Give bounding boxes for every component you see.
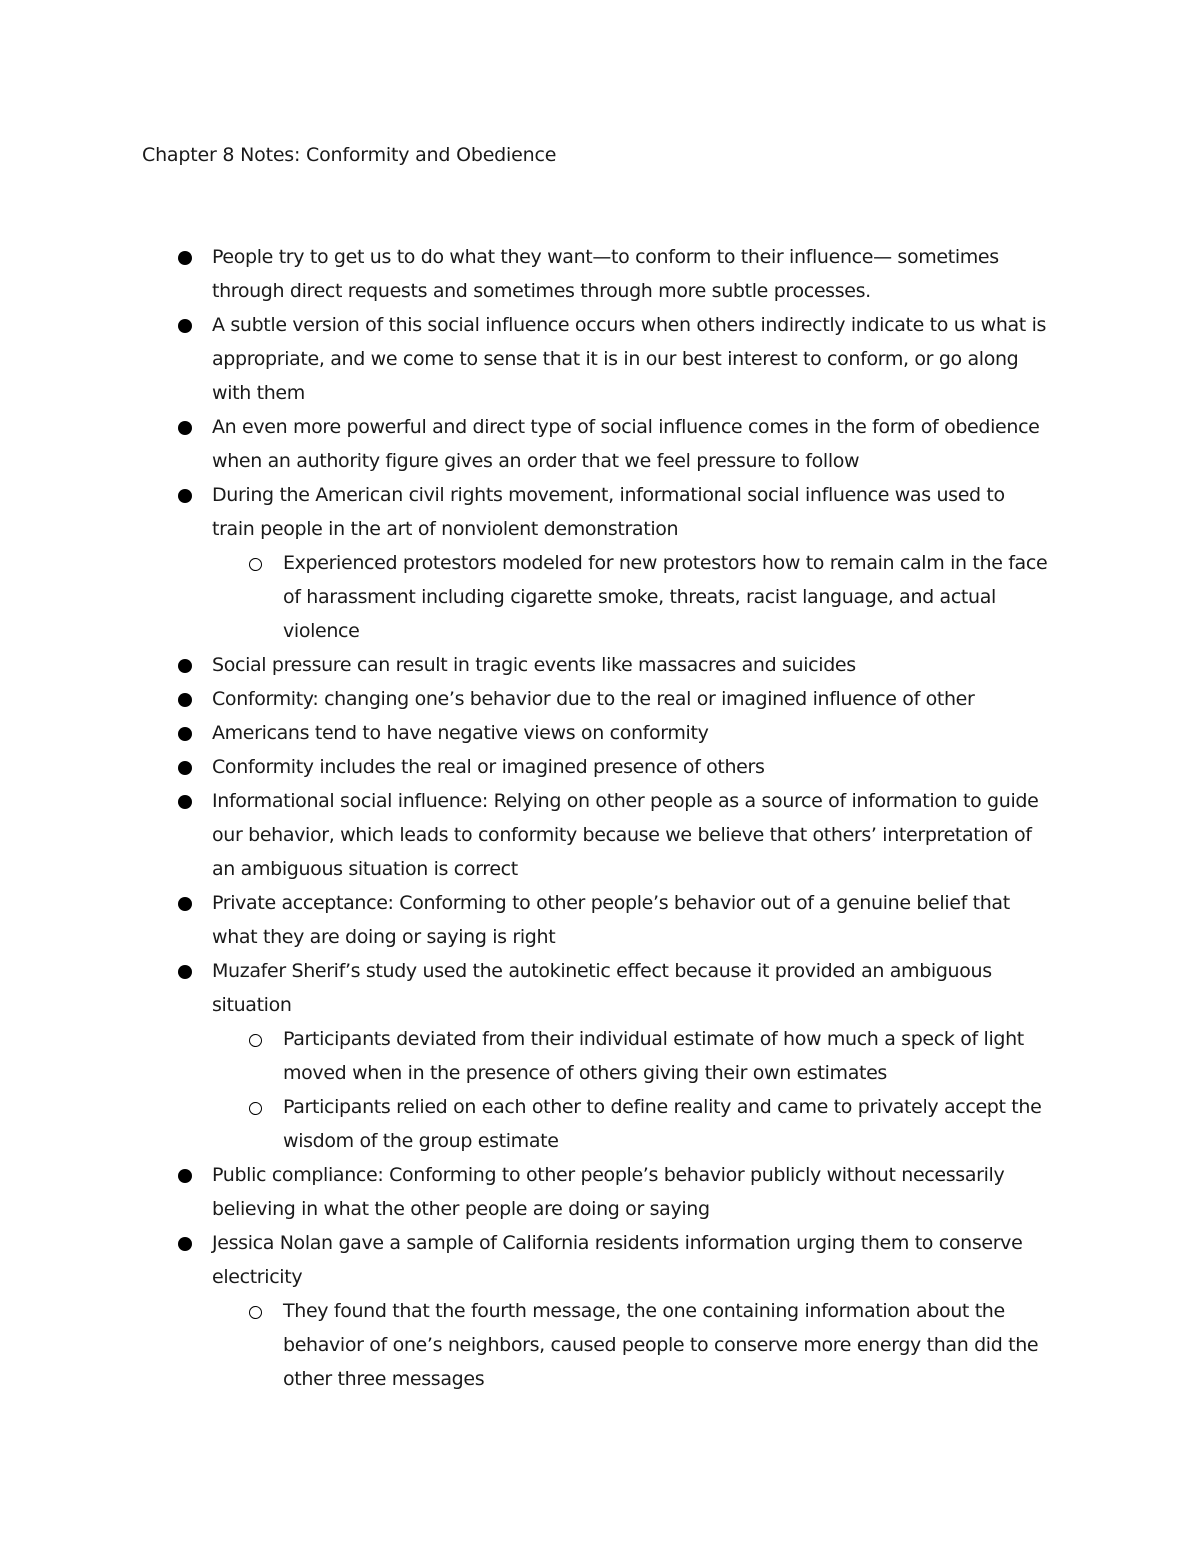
filled-circle-bullet-icon bbox=[178, 965, 192, 979]
list-item-text: Public compliance: Conforming to other people’s behavior publicly without necessarily believing in what the other people are doing or saying bbox=[212, 1164, 1005, 1220]
sub-list-item bbox=[0, 1022, 1200, 1090]
list-item bbox=[0, 716, 1200, 750]
list-item bbox=[0, 1158, 1200, 1226]
list-item-text: Conformity: changing one’s behavior due to the real or imagined influence of other bbox=[212, 688, 975, 710]
filled-circle-bullet-icon bbox=[178, 761, 192, 775]
filled-circle-bullet-icon bbox=[178, 421, 192, 435]
list-item bbox=[0, 648, 1200, 682]
list-item-text: Informational social influence: Relying on other people as a source of information to guide our behavior, which leads to conformity because we believe that others’ interpretation of an ambiguous situation is correct bbox=[212, 790, 1039, 880]
list-item-text: Jessica Nolan gave a sample of California residents information urging them to conserve electricity bbox=[212, 1232, 1023, 1288]
list-item-text: Social pressure can result in tragic events like massacres and suicides bbox=[212, 654, 856, 676]
sub-list-item bbox=[0, 1090, 1200, 1158]
list-item bbox=[0, 954, 1200, 1022]
list-item-text: An even more powerful and direct type of social influence comes in the form of obedience when an authority figure gives an order that we feel pressure to follow bbox=[212, 416, 1040, 472]
notes-list bbox=[0, 240, 1200, 1396]
filled-circle-bullet-icon bbox=[178, 897, 192, 911]
hollow-circle-bullet-icon bbox=[249, 1102, 262, 1115]
list-item-text: Participants relied on each other to define reality and came to privately accept the wisdom of the group estimate bbox=[283, 1096, 1042, 1152]
list-item bbox=[0, 240, 1200, 308]
list-item-text: Experienced protestors modeled for new protestors how to remain calm in the face of harassment including cigarette smoke, threats, racist language, and actual violence bbox=[283, 552, 1048, 642]
list-item-text: People try to get us to do what they want—to conform to their influence— sometimes through direct requests and sometimes through more subtle processes. bbox=[212, 246, 999, 302]
list-item bbox=[0, 784, 1200, 886]
list-item-text: Private acceptance: Conforming to other people’s behavior out of a genuine belief that what they are doing or saying is right bbox=[212, 892, 1010, 948]
list-item-text: A subtle version of this social influence occurs when others indirectly indicate to us what is appropriate, and we come to sense that it is in our best interest to conform, or go along with them bbox=[212, 314, 1047, 404]
hollow-circle-bullet-icon bbox=[249, 1306, 262, 1319]
filled-circle-bullet-icon bbox=[178, 659, 192, 673]
filled-circle-bullet-icon bbox=[178, 489, 192, 503]
list-item-text: During the American civil rights movement, informational social influence was used to train people in the art of nonviolent demonstration bbox=[212, 484, 1005, 540]
filled-circle-bullet-icon bbox=[178, 693, 192, 707]
hollow-circle-bullet-icon bbox=[249, 558, 262, 571]
list-item-text: Participants deviated from their individual estimate of how much a speck of light moved when in the presence of others giving their own estimates bbox=[283, 1028, 1024, 1084]
filled-circle-bullet-icon bbox=[178, 319, 192, 333]
filled-circle-bullet-icon bbox=[178, 1237, 192, 1251]
list-item bbox=[0, 750, 1200, 784]
list-item bbox=[0, 478, 1200, 546]
list-item bbox=[0, 682, 1200, 716]
filled-circle-bullet-icon bbox=[178, 1169, 192, 1183]
list-item-text: They found that the fourth message, the one containing information about the behavior of one’s neighbors, caused people to conserve more energy than did the other three messages bbox=[283, 1300, 1039, 1390]
list-item-text: Conformity includes the real or imagined presence of others bbox=[212, 756, 765, 778]
sub-list-item bbox=[0, 546, 1200, 648]
hollow-circle-bullet-icon bbox=[249, 1034, 262, 1047]
page-title: Chapter 8 Notes: Conformity and Obedience bbox=[142, 144, 557, 166]
filled-circle-bullet-icon bbox=[178, 251, 192, 265]
list-item-text: Muzafer Sherif’s study used the autokinetic effect because it provided an ambiguous situation bbox=[212, 960, 992, 1016]
list-item bbox=[0, 1226, 1200, 1294]
list-item bbox=[0, 308, 1200, 410]
list-item-text: Americans tend to have negative views on conformity bbox=[212, 722, 709, 744]
list-item bbox=[0, 410, 1200, 478]
filled-circle-bullet-icon bbox=[178, 795, 192, 809]
list-item bbox=[0, 886, 1200, 954]
filled-circle-bullet-icon bbox=[178, 727, 192, 741]
sub-list-item bbox=[0, 1294, 1200, 1396]
